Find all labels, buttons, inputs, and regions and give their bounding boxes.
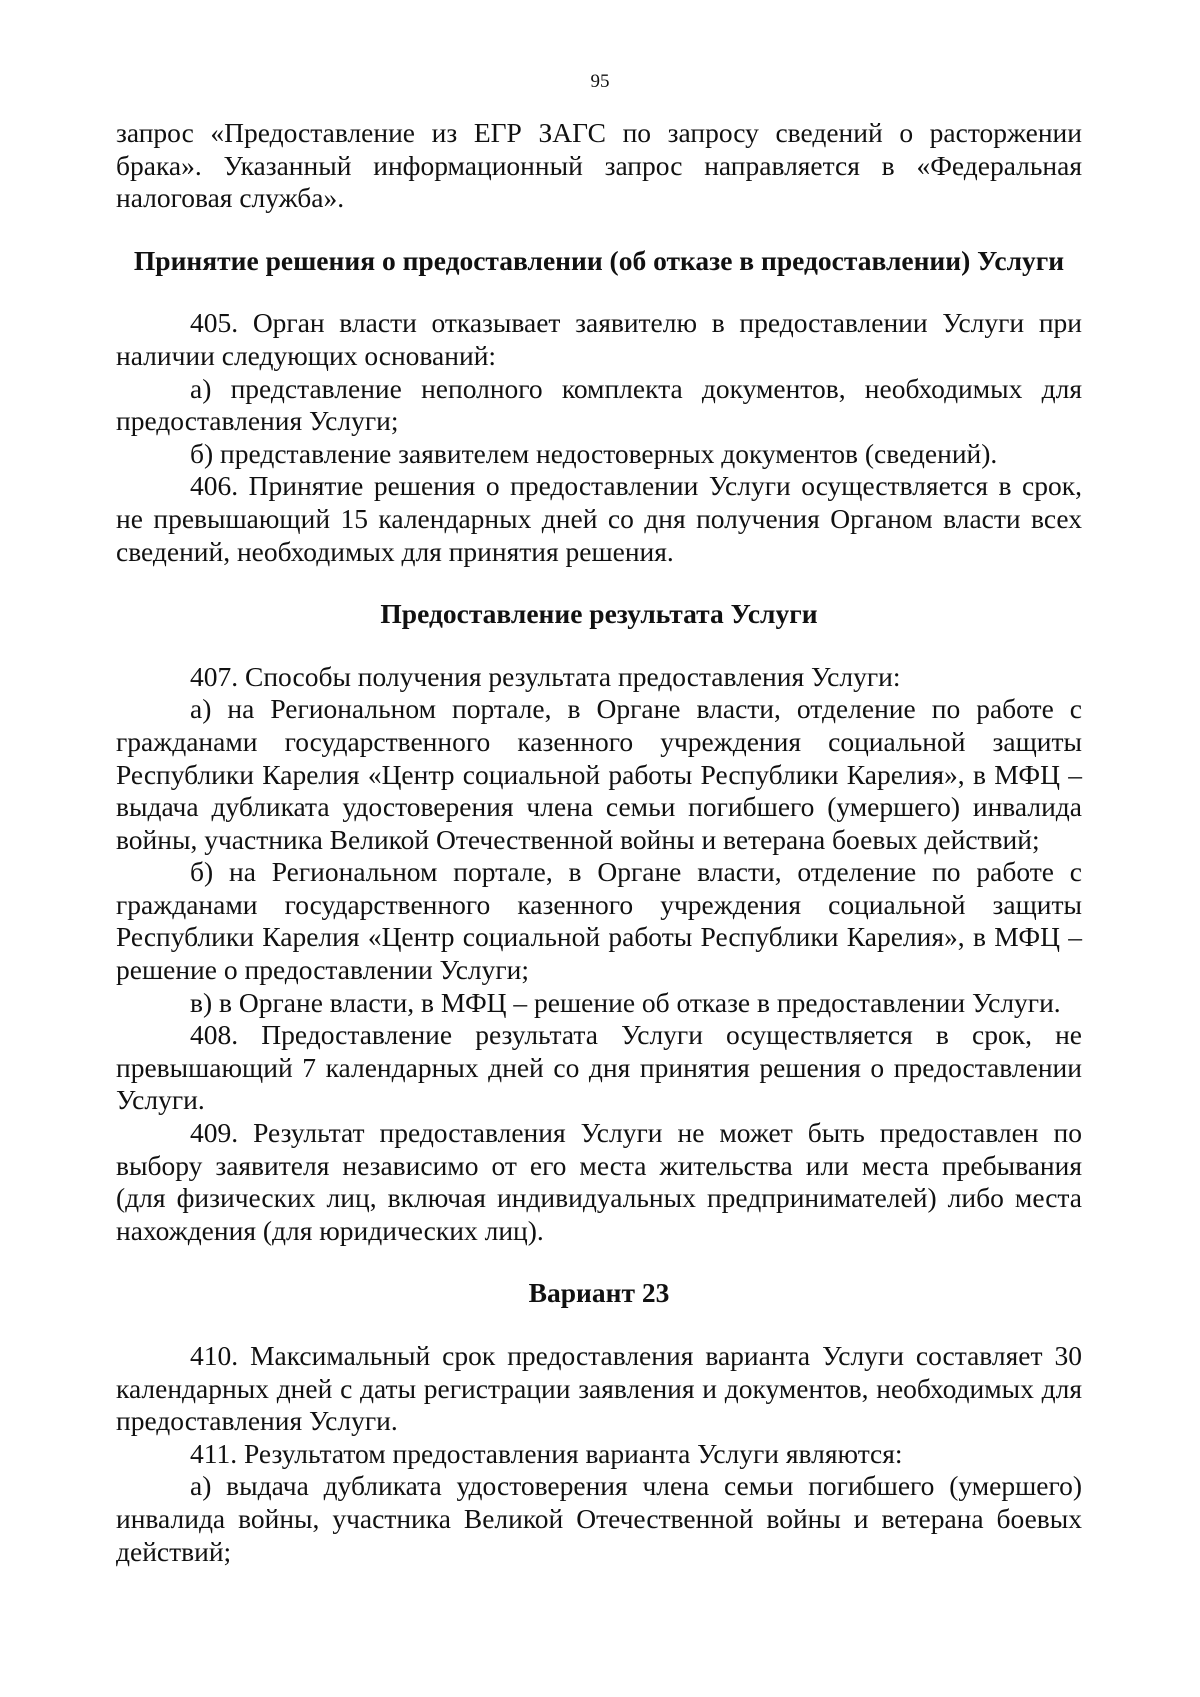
list-item-407-b: б) на Региональном портале, в Органе власти, отделение по работе с гражданами государственного казенного учреждения социальной защиты Республики Карелия «Центр социальной работы Республики Карелия», в МФЦ – решение о предоставлении Услуги; bbox=[116, 856, 1082, 986]
paragraph-405: 405. Орган власти отказывает заявителю в предоставлении Услуги при наличии следующих оснований: bbox=[116, 307, 1082, 371]
list-item-407-a: а) на Региональном портале, в Органе власти, отделение по работе с гражданами государственного казенного учреждения социальной защиты Республики Карелия «Центр социальной работы Республики Карелия», в МФЦ – выдача дубликата удостоверения члена семьи погибшего (умершего) инвалида войны, участника Великой Отечественной войны и ветерана боевых действий; bbox=[116, 693, 1082, 855]
paragraph-407: 407. Способы получения результата предоставления Услуги: bbox=[190, 660, 901, 692]
paragraph-409: 409. Результат предоставления Услуги не может быть предоставлен по выбору заявителя независимо от его места жительства или места пребывания (для физических лиц, включая индивидуальных предпринимателей) либо места нахождения (для юридических лиц). bbox=[116, 1117, 1082, 1246]
page-number: 95 bbox=[590, 71, 610, 92]
list-item-405-a: а) представление неполного комплекта документов, необходимых для предоставления Услуги; bbox=[116, 372, 1082, 437]
section-heading-variant-23: Вариант 23 bbox=[528, 1277, 670, 1309]
paragraph-411: 411. Результатом предоставления варианта Услуги являются: bbox=[190, 1437, 903, 1469]
paragraph-408: 408. Предоставление результата Услуги осуществляется в срок, не превышающий 7 календарных дней со дня принятия решения о предоставлении Услуги. bbox=[116, 1019, 1082, 1116]
list-item-411-a: а) выдача дубликата удостоверения члена семьи погибшего (умершего) инвалида войны, участника Великой Отечественной войны и ветерана боевых действий; bbox=[116, 1470, 1082, 1567]
page-content bbox=[116, 117, 1082, 1568]
paragraph-406: 406. Принятие решения о предоставлении Услуги осуществляется в срок, не превышающий 15 календарных дней со дня получения Органом власти всех сведений, необходимых для принятия решения. bbox=[116, 470, 1082, 567]
section-heading-result: Предоставление результата Услуги bbox=[380, 598, 818, 630]
paragraph-continuation: запрос «Предоставление из ЕГР ЗАГС по запросу сведений о расторжении брака». Указанный информационный запрос направляется в «Федеральная налоговая служба». bbox=[116, 117, 1082, 214]
section-heading-decision: Принятие решения о предоставлении (об отказе в предоставлении) Услуги bbox=[133, 244, 1065, 276]
list-item-405-b: б) представление заявителем недостоверных документов (сведений). bbox=[190, 437, 998, 469]
paragraph-410: 410. Максимальный срок предоставления варианта Услуги составляет 30 календарных дней с даты регистрации заявления и документов, необходимых для предоставления Услуги. bbox=[116, 1340, 1082, 1437]
list-item-407-c: в) в Органе власти, в МФЦ – решение об отказе в предоставлении Услуги. bbox=[190, 986, 1061, 1018]
